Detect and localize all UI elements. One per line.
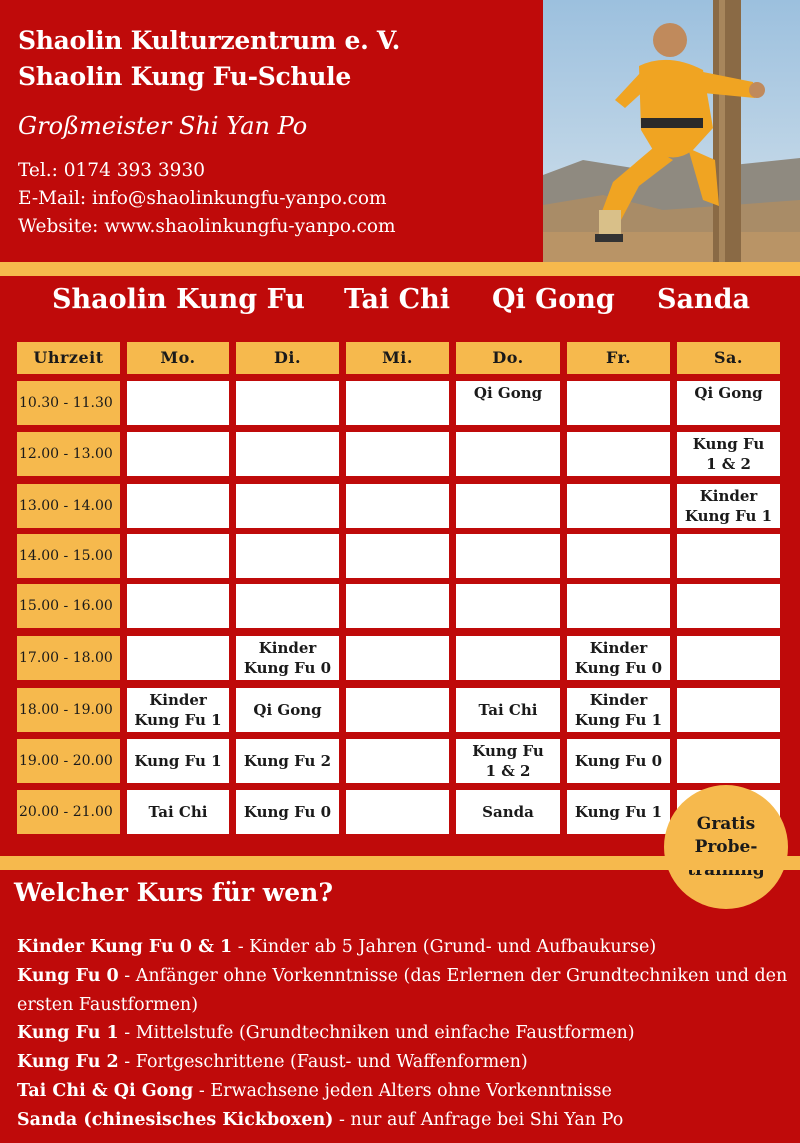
empty-cell (127, 534, 229, 578)
school-name: Shaolin Kung Fu-Schule (18, 62, 351, 91)
class-cell: Kung Fu 1 (127, 739, 229, 783)
empty-cell (677, 584, 780, 628)
legend-item: Kinder Kung Fu 0 & 1 - Kinder ab 5 Jahren (Grund- und Aufbaukurse) (17, 937, 657, 957)
class-cell: Kung Fu 0 (567, 739, 670, 783)
empty-cell (346, 636, 449, 680)
free-trial-text: Gratis Probe- (694, 813, 758, 857)
empty-cell (346, 790, 449, 834)
legend-item: Tai Chi & Qi Gong - Erwachsene jeden Alters ohne Vorkenntnisse (17, 1080, 612, 1101)
class-cell: Tai Chi (456, 688, 560, 732)
class-cell: Qi Gong (677, 381, 780, 425)
time-slot: 17.00 - 18.00 (17, 636, 120, 680)
monk-photo-illustration (543, 0, 800, 262)
empty-cell (567, 484, 670, 528)
empty-cell (127, 636, 229, 680)
class-cell: Qi Gong (456, 381, 560, 425)
class-cell: Kung Fu 1 & 2 (677, 432, 780, 476)
time-slot: 14.00 - 15.00 (17, 534, 120, 578)
empty-cell (456, 534, 560, 578)
empty-cell (236, 584, 339, 628)
header-day: Di. (236, 342, 339, 374)
empty-cell (456, 636, 560, 680)
empty-cell (346, 534, 449, 578)
class-cell: Kung Fu 0 (236, 790, 339, 834)
class-cell: Kung Fu 2 (236, 739, 339, 783)
empty-cell (677, 739, 780, 783)
class-cell: Kinder Kung Fu 1 (127, 688, 229, 732)
free-trial-badge (664, 785, 788, 909)
empty-cell (346, 584, 449, 628)
empty-cell (236, 484, 339, 528)
header-day: Mi. (346, 342, 449, 374)
discipline-kung-fu: Shaolin Kung Fu (52, 284, 305, 315)
discipline-sanda: Sanda (657, 284, 750, 315)
empty-cell (567, 432, 670, 476)
empty-cell (346, 688, 449, 732)
header-day: Mo. (127, 342, 229, 374)
empty-cell (346, 484, 449, 528)
empty-cell (456, 584, 560, 628)
class-cell: Kinder Kung Fu 1 (567, 688, 670, 732)
email: E-Mail: info@shaolinkungfu-yanpo.com (18, 188, 387, 209)
empty-cell (677, 534, 780, 578)
time-slot: 20.00 - 21.00 (17, 790, 120, 834)
legend-item: Sanda (chinesisches Kickboxen) - nur auf Anfrage bei Shi Yan Po (17, 1109, 624, 1130)
class-cell: Kinder Kung Fu 0 (567, 636, 670, 680)
accent-band-bottom (0, 856, 800, 870)
discipline-qi-gong: Qi Gong (492, 284, 615, 315)
class-cell: Qi Gong (236, 688, 339, 732)
empty-cell (567, 381, 670, 425)
time-slot: 15.00 - 16.00 (17, 584, 120, 628)
time-slot: 10.30 - 11.30 (17, 381, 120, 425)
phone: Tel.: 0174 393 3930 (18, 160, 205, 181)
accent-band-top (0, 262, 800, 276)
courses-title: Welcher Kurs für wen? (14, 878, 333, 907)
org-name: Shaolin Kulturzentrum e. V. (18, 26, 401, 55)
class-cell: Tai Chi (127, 790, 229, 834)
empty-cell (236, 534, 339, 578)
empty-cell (127, 381, 229, 425)
empty-cell (677, 636, 780, 680)
empty-cell (456, 432, 560, 476)
empty-cell (236, 381, 339, 425)
grandmaster-name: Großmeister Shi Yan Po (18, 112, 308, 140)
empty-cell (127, 432, 229, 476)
empty-cell (127, 584, 229, 628)
empty-cell (346, 432, 449, 476)
time-slot: 19.00 - 20.00 (17, 739, 120, 783)
monk-photo (543, 0, 800, 262)
class-cell: Kinder Kung Fu 0 (236, 636, 339, 680)
course-legend (17, 933, 797, 1135)
header-day: Fr. (567, 342, 670, 374)
class-cell: Kinder Kung Fu 1 (677, 484, 780, 528)
empty-cell (346, 739, 449, 783)
empty-cell (127, 484, 229, 528)
header-day: Do. (456, 342, 560, 374)
empty-cell (346, 381, 449, 425)
empty-cell (567, 584, 670, 628)
time-slot: 18.00 - 19.00 (17, 688, 120, 732)
empty-cell (236, 432, 339, 476)
empty-cell (456, 484, 560, 528)
header (0, 0, 800, 262)
empty-cell (677, 688, 780, 732)
empty-cell (567, 534, 670, 578)
discipline-tai-chi: Tai Chi (344, 284, 451, 315)
class-cell: Sanda (456, 790, 560, 834)
legend-item: Kung Fu 1 - Mittelstufe (Grundtechniken und einfache Faustformen) (17, 1023, 635, 1044)
class-cell: Kung Fu 1 (567, 790, 670, 834)
legend-item: Kung Fu 0 - Anfänger ohne Vorkenntnisse (das Erlernen der Grundtechniken und den ersten Faustformen) (17, 965, 788, 1015)
legend-item: Kung Fu 2 - Fortgeschrittene (Faust- und Waffenformen) (17, 1052, 528, 1073)
time-slot: 13.00 - 14.00 (17, 484, 120, 528)
header-time: Uhrzeit (17, 342, 120, 374)
class-cell: Kung Fu 1 & 2 (456, 739, 560, 783)
time-slot: 12.00 - 13.00 (17, 432, 120, 476)
website: Website: www.shaolinkungfu-yanpo.com (18, 216, 396, 237)
header-day: Sa. (677, 342, 780, 374)
